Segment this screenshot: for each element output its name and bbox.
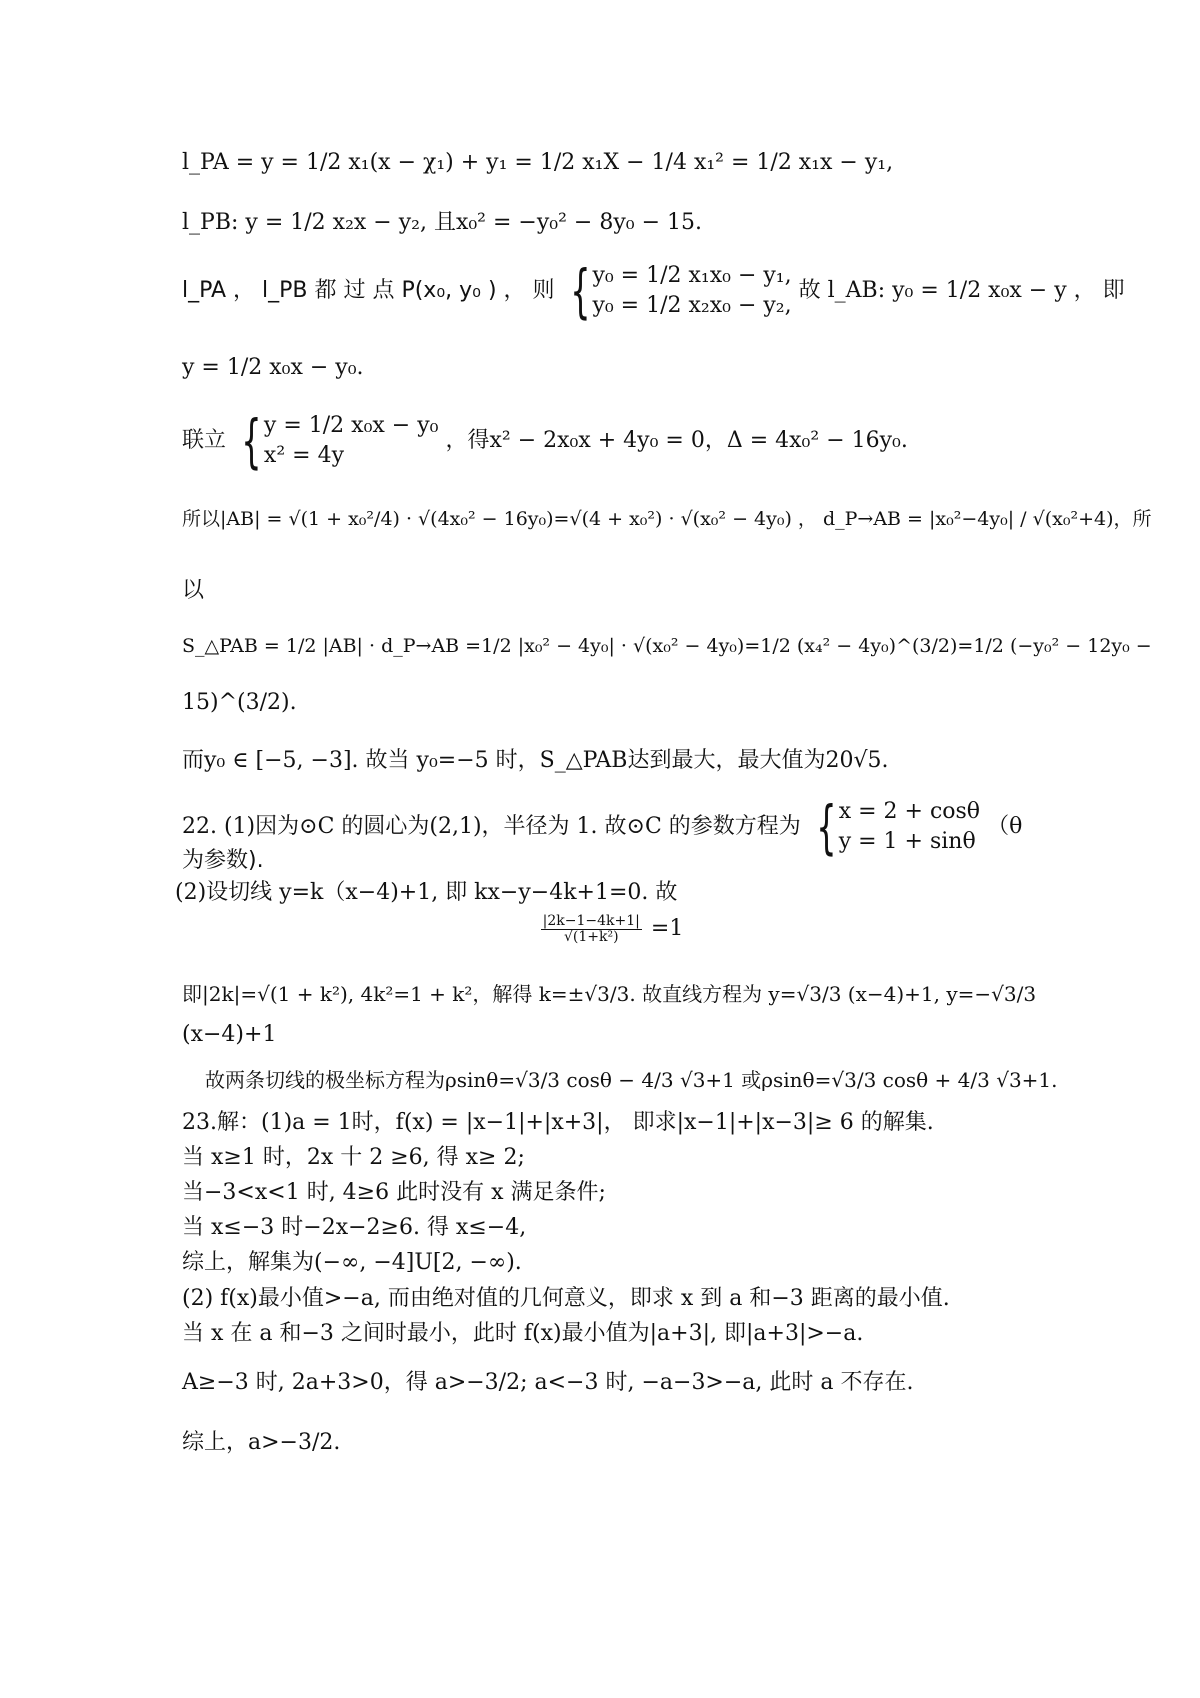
- system-row: y = 1 + sinθ: [838, 829, 976, 854]
- text-line: 23.解：(1)a = 1时，f(x) = |x−1|+|x+3|， 即求|x−1|+|x−3|≥ 6 的解集.: [182, 1110, 934, 1135]
- text-line: 当 x≥1 时，2x 十 2 ≥6, 得 x≥ 2;: [182, 1145, 525, 1170]
- text-line: (2)设切线 y=k（x−4)+1, 即 kx−y−4k+1=0. 故: [175, 880, 678, 905]
- text-line-system: [182, 407, 1040, 475]
- brace-icon: {: [569, 257, 591, 325]
- system-row: x = 2 + cosθ: [838, 798, 981, 824]
- text-segment: =1: [650, 916, 684, 942]
- system-row: y₀ = 1/2 x₁x₀ − y₁,: [592, 262, 792, 288]
- text-line: 以: [182, 578, 205, 603]
- text-line: S_△PAB = 1/2 |AB| · d_P→AB =1/2 |x₀² − 4y₀| · √(x₀² − 4y₀)=1/2 (x₄² − 4y₀)^(3/2)=1/2 (−y₀² − 12y₀ −: [182, 635, 1152, 657]
- centered-formula: [182, 914, 1040, 944]
- text-line: 综上，a>−3/2.: [182, 1430, 341, 1455]
- text-segment: ，得x² − 2x₀x + 4y₀ = 0，Δ = 4x₀² − 16y₀.: [445, 428, 908, 453]
- text-line: 而y₀ ∈ [−5, −3]. 故当 y₀=−5 时，S_△PAB达到最大，最大值为20√5.: [182, 748, 889, 773]
- text-segment: （θ: [987, 814, 1023, 839]
- text-line: 当 x≤−3 时−2x−2≥6. 得 x≤−4,: [182, 1215, 527, 1240]
- text-line: 15)^(3/2).: [182, 690, 297, 715]
- brace-icon: {: [816, 793, 837, 861]
- text-segment: l_PA ， l_PB 都 过 点 P(x₀, y₀ ) ， 则: [182, 278, 555, 303]
- text-line: y = 1/2 x₀x − y₀.: [182, 355, 364, 380]
- system-row: y = 1/2 x₀x − y₀: [263, 412, 439, 438]
- text-line: 所以|AB| = √(1 + x₀²/4) · √(4x₀² − 16y₀)=√(4 + x₀²) · √(x₀² − 4y₀) ， d_P→AB = |x₀²−4y₀| / √(x₀²+4)，所: [182, 508, 1152, 530]
- text-line: 当 x 在 a 和−3 之间时最小，此时 f(x)最小值为|a+3|, 即|a+3|>−a.: [182, 1321, 864, 1346]
- fraction-numerator: |2k−1−4k+1|: [542, 913, 640, 929]
- text-segment: 22. (1)因为⊙C 的圆心为(2,1)，半径为 1. 故⊙C 的参数方程为: [182, 814, 801, 839]
- text-line: 综上，解集为(−∞, −4]U[2, −∞).: [182, 1250, 522, 1275]
- text-line: 为参数).: [182, 848, 264, 873]
- text-segment: 联立: [182, 428, 227, 453]
- text-line: (2) f(x)最小值>−a, 而由绝对值的几何意义，即求 x 到 a 和−3 距离的最小值.: [182, 1286, 950, 1311]
- text-line: 即|2k|=√(1 + k²), 4k²=1 + k²，解得 k=±√3/3. 故直线方程为 y=√3/3 (x−4)+1, y=−√3/3: [182, 982, 1037, 1006]
- system-row: x² = 4y: [263, 443, 344, 468]
- text-line: 故两条切线的极坐标方程为ρsinθ=√3/3 cosθ − 4/3 √3+1 或ρsinθ=√3/3 cosθ + 4/3 √3+1.: [205, 1068, 1058, 1092]
- text-line: l_PB: y = 1/2 x₂x − y₂, 且x₀² = −y₀² − 8y₀ − 15.: [182, 210, 702, 235]
- text-line: A≥−3 时, 2a+3>0，得 a>−3/2; a<−3 时, −a−3>−a, 此时 a 不存在.: [182, 1370, 914, 1395]
- text-line: (x−4)+1: [182, 1022, 277, 1047]
- brace-icon: {: [241, 407, 262, 475]
- text-line-system: [182, 257, 1125, 325]
- system-row: y₀ = 1/2 x₂x₀ − y₂,: [592, 293, 792, 318]
- text-line: 当−3<x<1 时, 4≥6 此时没有 x 满足条件;: [182, 1180, 606, 1205]
- text-line: l_PA = y = 1/2 x₁(x − χ₁) + y₁ = 1/2 x₁X − 1/4 x₁² = 1/2 x₁x − y₁,: [182, 150, 894, 175]
- equation-system: [233, 407, 439, 475]
- fraction-denominator: √(1+k²): [563, 928, 619, 945]
- text-segment: 故 l_AB: y₀ = 1/2 x₀x − y ， 即: [798, 278, 1125, 303]
- equation-system: [562, 257, 792, 325]
- fraction: [541, 914, 642, 944]
